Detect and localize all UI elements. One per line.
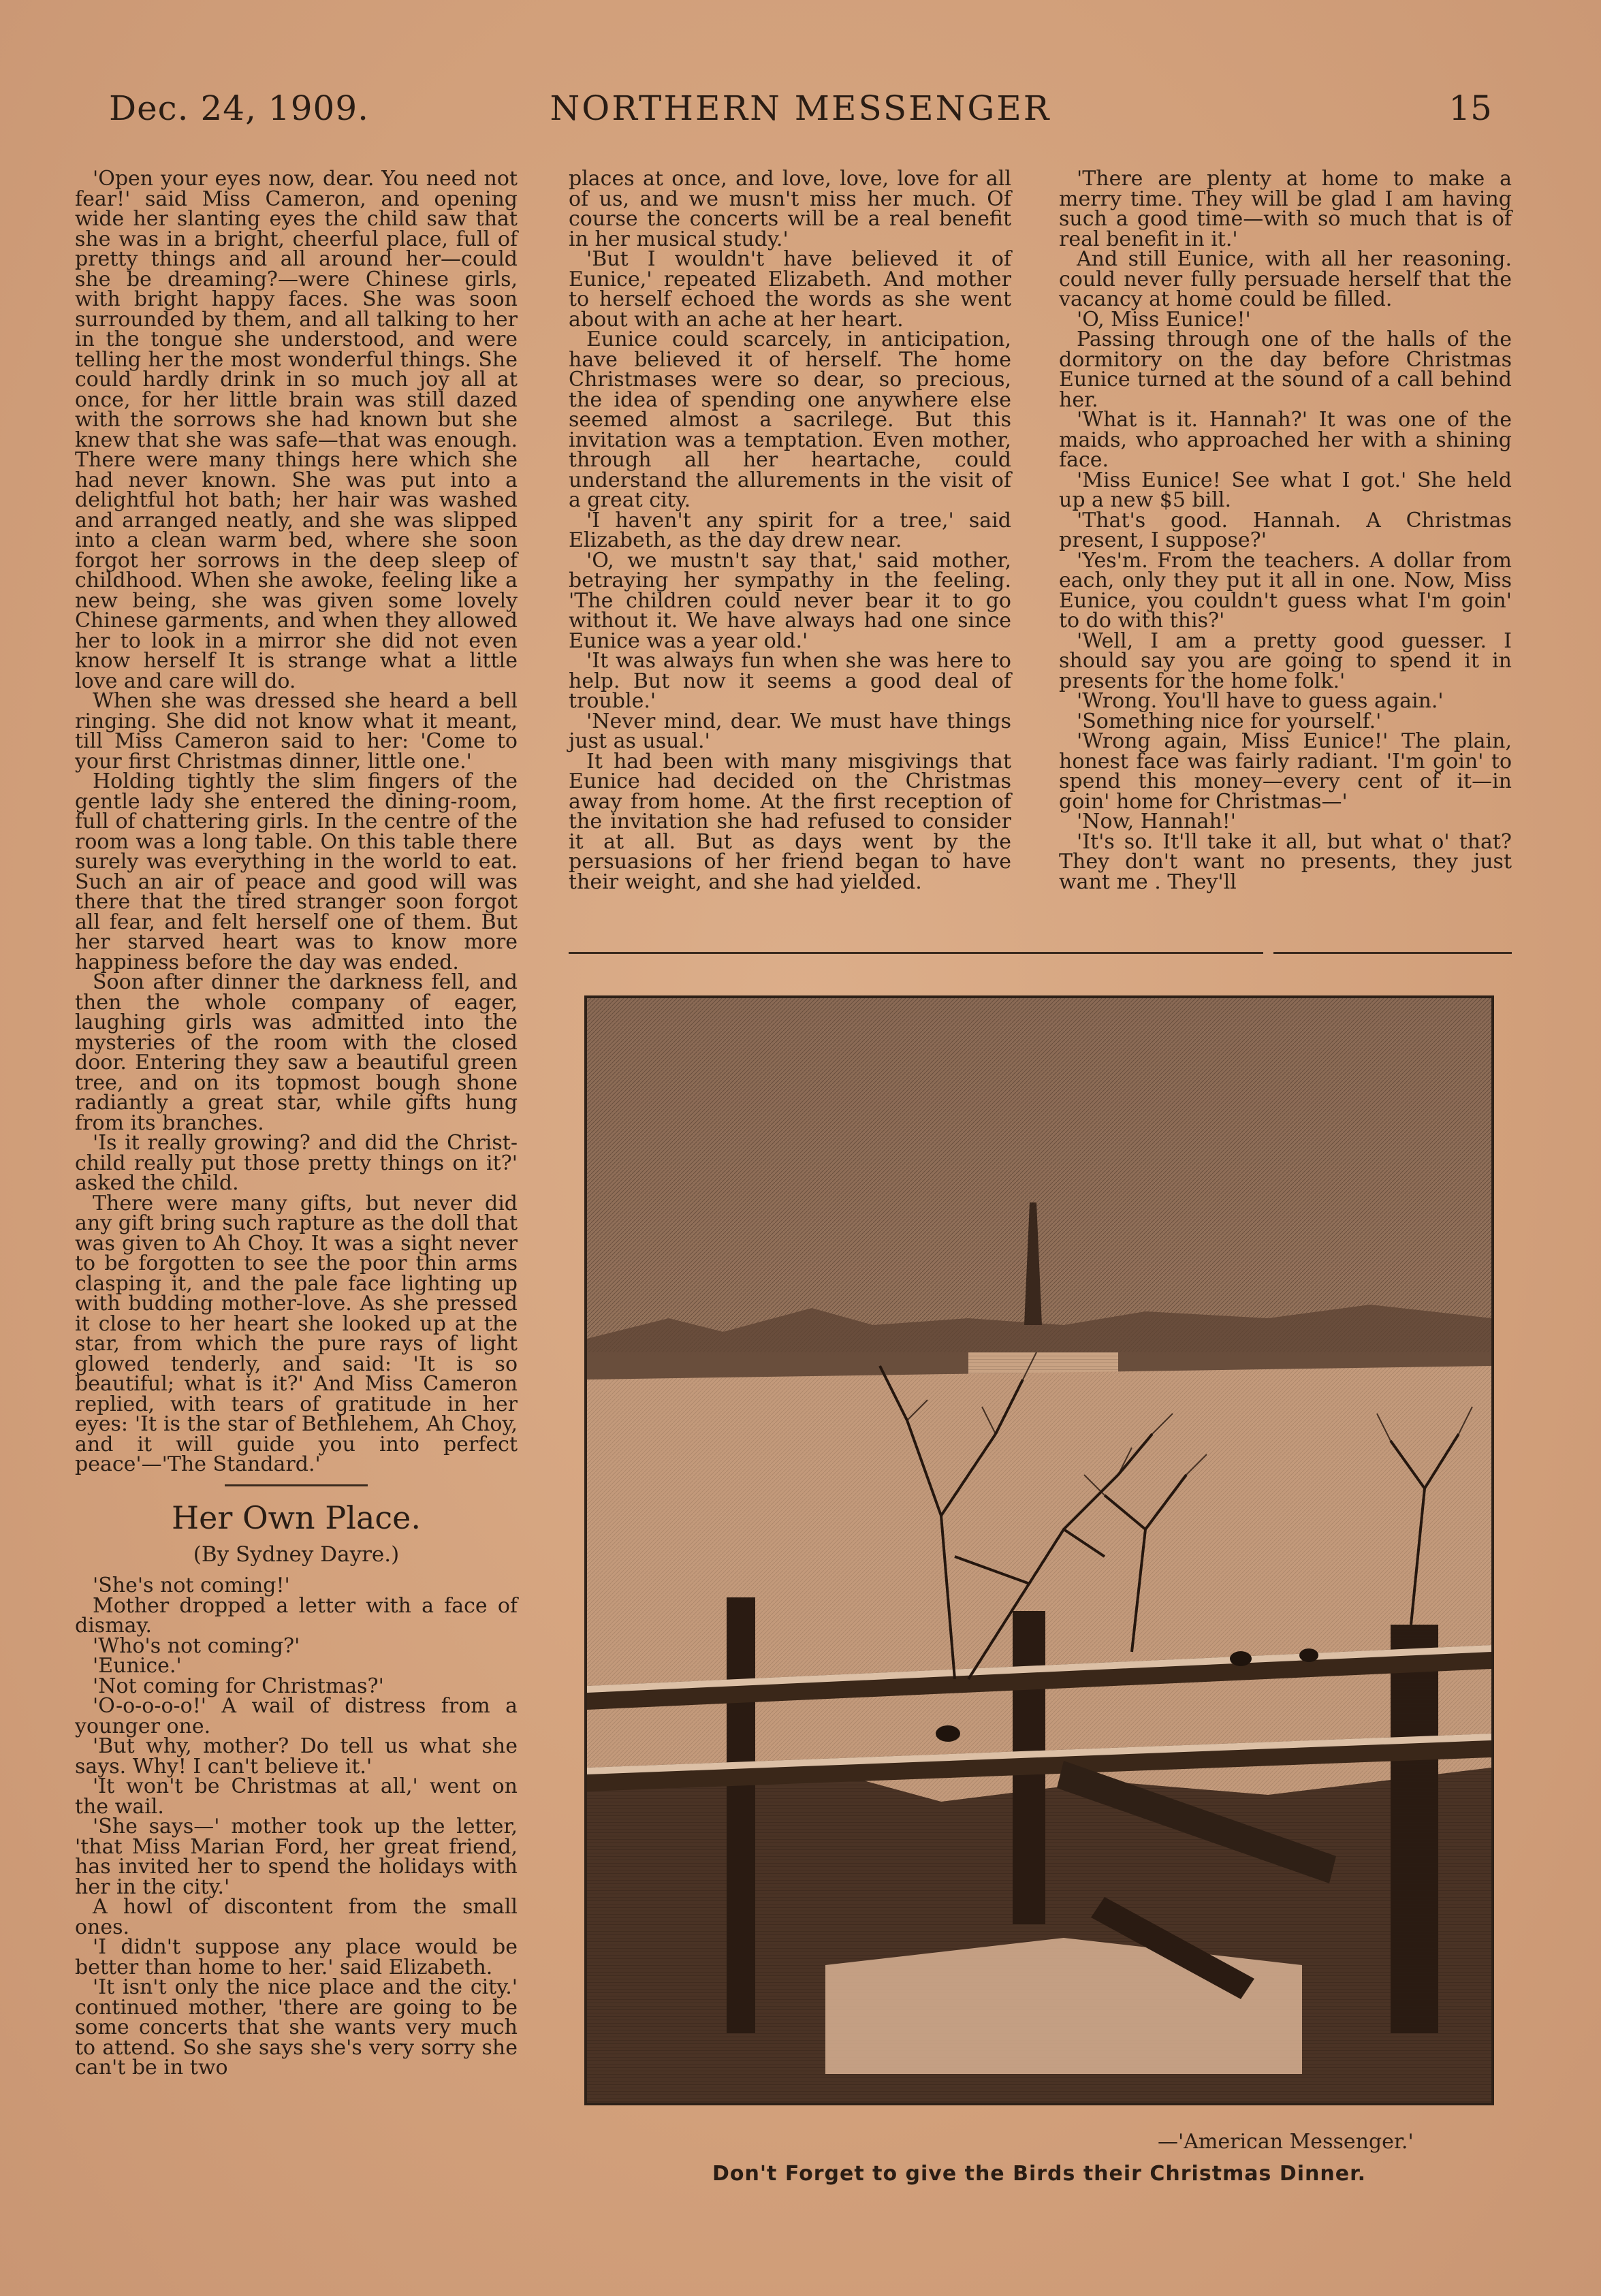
illustration-caption: Don't Forget to give the Birds their Christmas Dinner. <box>712 2162 1367 2186</box>
masthead-title: NORTHERN MESSENGER <box>550 89 1051 128</box>
paragraph: 'Is it really growing? and did the Christ-child really put those pretty things on it?' asked the child. <box>75 1131 518 1195</box>
illustration-credit: —'American Messenger.' <box>1158 2130 1414 2154</box>
story-title: Her Own Place. <box>172 1499 421 1536</box>
column-1 <box>75 169 518 2078</box>
column-2 <box>569 169 1011 892</box>
paragraph: There were many gifts, but never did any gift bring such rapture as the doll that was given to Ah Choy. It was a sight never to be forgotten to see the poor thin arms clasping it, and the pale face lighting up with budding mother-love. As she pressed it close to her heart she looked up at the star, from which the pure rays of light glowed tenderly, and said: 'It is so beautiful; what is it?' And Miss Cameron replied, with tears of gratitude in her eyes: 'It is the star of Bethlehem, Ah Choy, and it will guide you into perfect peace'—'The Standard.' <box>75 1191 518 1476</box>
paragraph: 'She's not coming!' <box>93 1574 290 1597</box>
paragraph: 'Miss Eunice! See what I got.' She held up a new $5 bill. <box>1059 468 1512 512</box>
paragraph: 'Now, Hannah!' <box>1077 810 1236 833</box>
paragraph: 'Wrong again, Miss Eunice!' The plain, honest face was fairly radiant. 'I'm goin' to spend this money—every cent of it—in goin' home for Christmas—' <box>1059 729 1512 814</box>
paragraph: 'Eunice.' <box>93 1654 182 1678</box>
issue-date: Dec. 24, 1909. <box>109 89 370 128</box>
paragraph: 'It won't be Christmas at all,' went on the wail. <box>75 1774 518 1819</box>
paragraph: 'O-o-o-o-o!' A wail of distress from a younger one. <box>75 1694 518 1738</box>
column-divider-rule <box>1273 952 1512 954</box>
paragraph: Holding tightly the slim fingers of the gentle lady she entered the dining-room, full of chattering girls. In the centre of the room was a long table. On this table there surely was everything in the world to eat. Such an air of peace and good will was there that the tired stranger soon forgot all fear, and felt herself one of them. But her starved heart was to know more happiness before the day was ended. <box>75 769 518 974</box>
paragraph: A howl of discontent from the small ones. <box>75 1895 518 1939</box>
page-number: 15 <box>1448 89 1492 128</box>
section-divider <box>225 1484 368 1486</box>
paragraph: 'Wrong. You'll have to guess again.' <box>1077 689 1444 713</box>
paragraph: Soon after dinner the darkness fell, and then the whole company of eager, laughing girls was admitted into the mysteries of the room with the closed door. Entering they saw a beautiful green tree, and on its topmost bough shone radiantly a great star, while gifts hung from its branches. <box>75 970 518 1135</box>
paragraph: 'Something nice for yourself.' <box>1077 709 1382 733</box>
paragraph: 'I haven't any spirit for a tree,' said Elizabeth, as the day drew near. <box>569 508 1011 552</box>
paragraph: When she was dressed she heard a bell ringing. She did not know what it meant, till Miss Cameron said to her: 'Come to your first Christmas dinner, little one.' <box>75 689 518 774</box>
paragraph: 'But why, mother? Do tell us what she says. Why! I can't believe it.' <box>75 1734 518 1779</box>
paragraph: And still Eunice, with all her reasoning. could never fully persuade herself that the vacancy at home could be filled. <box>1059 247 1512 311</box>
byline: (By Sydney Dayre.) <box>193 1542 400 1567</box>
column-3 <box>1059 169 1512 892</box>
engraving-image <box>587 998 1491 2103</box>
paragraph: Mother dropped a letter with a face of dismay. <box>75 1593 518 1638</box>
paragraph: places at once, and love, love, love for all of us, and we musn't miss her much. Of course the concerts will be a real benefit in her musical study.' <box>569 167 1011 251</box>
paragraph: 'What is it. Hannah?' It was one of the maids, who approached her with a shining face. <box>1059 408 1512 472</box>
paragraph: Passing through one of the halls of the dormitory on the day before Christmas Eunice turned at the sound of a call behind her. <box>1059 328 1512 412</box>
paragraph: 'Yes'm. From the teachers. A dollar from each, only they put it all in one. Now, Miss Eunice, you couldn't guess what I'm goin' to do with this?' <box>1059 548 1512 633</box>
paragraph: Eunice could scarcely, in anticipation, have believed it of herself. The home Christmases were so dear, so precious, the idea of spending one anywhere else seemed almost a sacrilege. But this invitation was a temptation. Even mother, through all her heartache, could understand the allurements in the visit of a great city. <box>569 328 1011 512</box>
paragraph: 'It isn't only the nice place and the city.' continued mother, 'there are going to be some concerts that she wants very much to attend. So she says she's very sorry she can't be in two <box>75 1975 518 2079</box>
paragraph: 'But I wouldn't have believed it of Eunice,' repeated Elizabeth. And mother to herself echoed the words as she went about with an ache at her heart. <box>569 247 1011 332</box>
paragraph: 'Never mind, dear. We must have things just as usual.' <box>569 709 1011 753</box>
paragraph: 'Open your eyes now, dear. You need not fear!' said Miss Cameron, and opening wide her slanting eyes the child saw that she was in a bright, cheerful place, full of pretty things and all around her—could she be dreaming?—were Chinese girls, with bright happy faces. She was soon surrounded by them, and all talking to her in the tongue she understood, and were telling her the most wonderful things. She could hardly drink in so much joy all at once, for her little brain was still dazed with the sorrows she had known but she knew that she was safe—that was enough. There were many things here which she had never known. She was put into a delightful hot bath; her hair was washed and arranged neatly, and she was slipped into a clean warm bed, where she soon forgot her sorrows in the deep sleep of childhood. When she awoke, feeling like a new being, she was given some lovely Chinese garments, and when they allowed her to look in a mirror she did not even know herself It is strange what a little love and care will do. <box>75 167 518 693</box>
winter-fence-illustration <box>584 995 1494 2105</box>
paragraph: 'That's good. Hannah. A Christmas present, I suppose?' <box>1059 508 1512 552</box>
paragraph: 'She says—' mother took up the letter, 'that Miss Marian Ford, her great friend, has invited her to spend the holidays with her in the city.' <box>75 1815 518 1899</box>
paragraph: 'It was always fun when she was here to help. But now it seems a good deal of trouble.' <box>569 649 1011 713</box>
paragraph: 'There are plenty at home to make a merry time. They will be glad I am having such a good time—with so much that is of real benefit in it.' <box>1059 167 1512 251</box>
column-divider-rule <box>569 952 1263 954</box>
paragraph: 'I didn't suppose any place would be better than home to her.' said Elizabeth. <box>75 1935 518 1979</box>
paragraph: 'Who's not coming?' <box>93 1633 300 1658</box>
paragraph: 'It's so. It'll take it all, but what o' that? They don't want no presents, they just want me . They'll <box>1059 829 1512 894</box>
paragraph: It had been with many misgivings that Eunice had decided on the Christmas away from home. At the first reception of the invitation she had refused to consider it at all. But as days went by the persuasions of her friend began to have their weight, and she had yielded. <box>569 749 1011 894</box>
paragraph: 'Not coming for Christmas?' <box>93 1674 384 1698</box>
paragraph: 'Well, I am a pretty good guesser. I should say you are going to spend it in presents for the home folk.' <box>1059 628 1512 693</box>
paragraph: 'O, Miss Eunice!' <box>1077 307 1251 332</box>
page-header <box>109 89 1492 143</box>
paragraph: 'O, we mustn't say that,' said mother, betraying her sympathy in the feeling. 'The children could never bear it to go without it. We have always had one since Eunice was a year old.' <box>569 548 1011 653</box>
